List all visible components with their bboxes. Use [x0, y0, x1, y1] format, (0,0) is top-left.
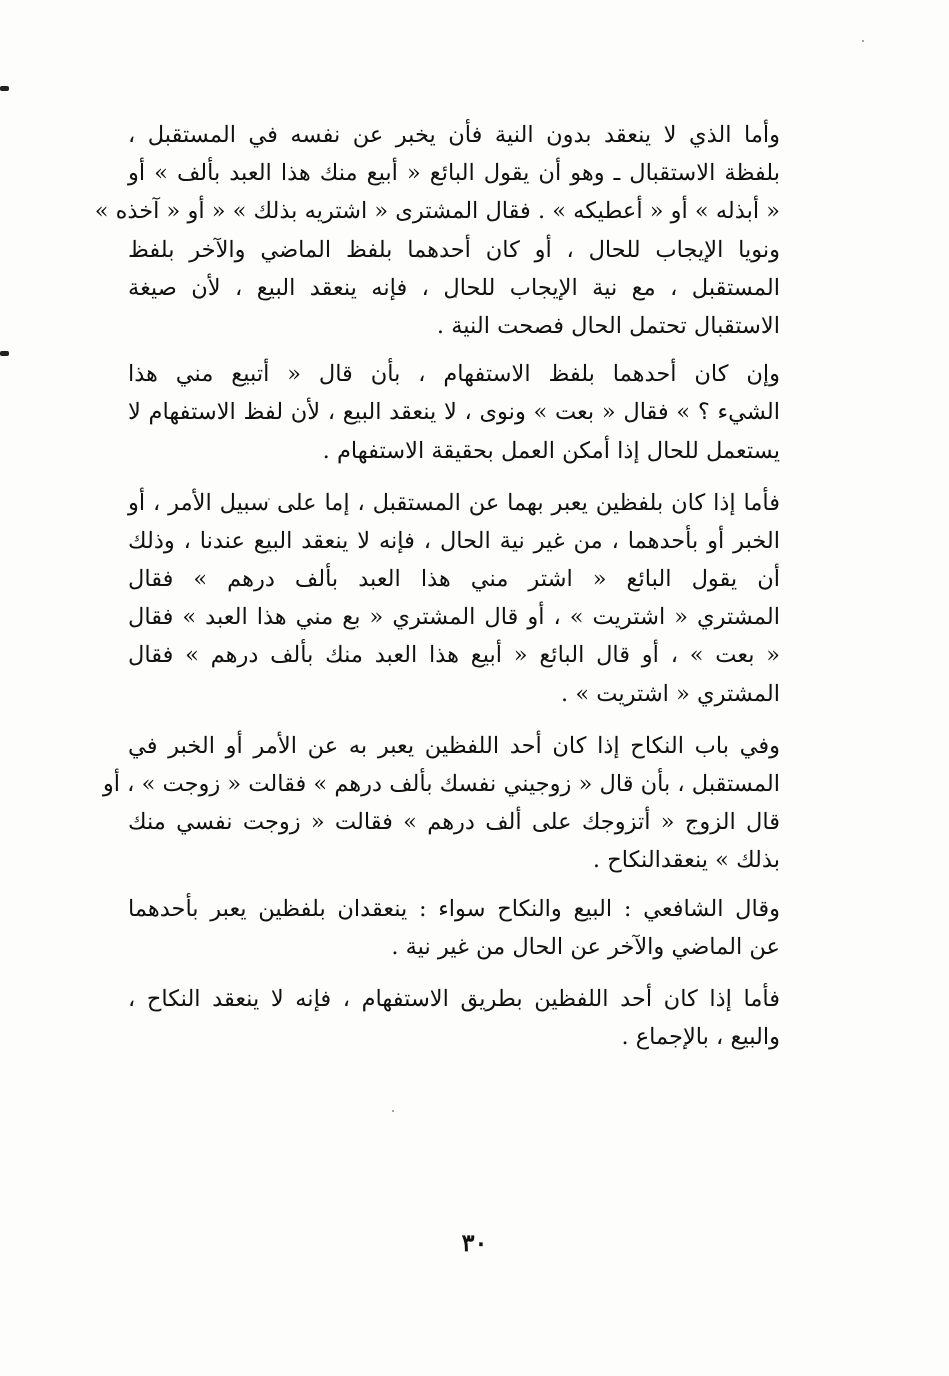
margin-mark-middle — [0, 351, 9, 356]
text-line: « أبذله » أو « أعطيكه » . فقال المشترى « اشتريه بذلك » « أو « آخذه » — [94, 198, 780, 225]
text-line: بذلك » ينعقدالنكاح . — [592, 847, 780, 874]
text-line: وإن كان أحدهما بلفظ الاستفهام ، بأن قال « أتبيع مني هذا — [128, 361, 780, 388]
paragraph-4 — [102, 727, 780, 880]
text-line: المشتري « اشتريت » ، أو قال المشتري « بع مني هذا العبد » فقال — [128, 604, 780, 631]
paragraph-5 — [128, 890, 780, 966]
scan-speck — [392, 1110, 394, 1112]
text-line: وفي باب النكاح إذا كان أحد اللفظين يعبر به عن الأمر أو الخبر في — [128, 732, 780, 759]
text-line: وقال الشافعي : البيع والنكاح سواء : ينعقدان بلفظين يعبر بأحدهما — [128, 895, 780, 922]
text-line: قال الزوج « أتزوجك على ألف درهم » فقالت « زوجت نفسي منك — [128, 809, 780, 836]
paragraph-2 — [128, 355, 780, 470]
text-line: فأما إذا كان بلفظين يعبر بهما عن المستقبل ، إما على سبيل الأمر ، أو — [128, 489, 780, 516]
text-line: والبيع ، بالإجماع . — [621, 1024, 780, 1051]
text-line: ونويا الإيجاب للحال ، أو كان أحدهما بلفظ الماضي والآخر بلفظ — [128, 236, 780, 263]
text-line: أن يقول البائع « اشتر مني هذا العبد بألف درهم » فقال — [128, 566, 780, 593]
margin-mark-top — [0, 86, 9, 91]
text-line: الخبر أو بأحدهما ، من غير نية الحال ، فإنه لا ينعقد البيع عندنا ، وذلك — [128, 527, 780, 554]
paragraph-1 — [94, 116, 780, 345]
text-line: بلفظة الاستقبال ـ وهو أن يقول البائع « أبيع منك هذا العبد بألف » أو — [128, 160, 780, 187]
text-line: « بعت » ، أو قال البائع « أبيع هذا العبد منك بألف درهم » فقال — [128, 642, 780, 669]
scan-speck — [862, 40, 864, 42]
body-text — [94, 116, 780, 1056]
text-line: المستقبل ، مع نية الإيجاب للحال ، فإنه ينعقد البيع ، لأن صيغة — [128, 274, 780, 301]
text-line: الشيء ؟ » فقال « بعت » ونوى ، لا ينعقد البيع ، لأن لفظ الاستفهام لا — [128, 399, 780, 426]
text-line: فأما إذا كان أحد اللفظين بطريق الاستفهام ، فإنه لا ينعقد النكاح ، — [128, 985, 780, 1012]
text-line: المستقبل ، بأن قال « زوجيني نفسك بألف درهم » فقالت « زوجت » ، أو — [102, 771, 780, 797]
text-line: عن الماضي والآخر عن الحال من غير نية . — [391, 933, 780, 960]
text-line: الاستقبال تحتمل الحال فصحت النية . — [436, 312, 780, 339]
text-line: المشتري « اشتريت » . — [561, 680, 780, 707]
paragraph-6 — [128, 980, 780, 1056]
paragraph-3 — [128, 484, 780, 713]
text-line: يستعمل للحال إذا أمكن العمل بحقيقة الاستفهام . — [322, 437, 780, 464]
text-line: وأما الذي لا ينعقد بدون النية فأن يخبر عن نفسه في المستقبل ، — [128, 122, 780, 148]
page-number: ٣٠ — [461, 1228, 488, 1257]
